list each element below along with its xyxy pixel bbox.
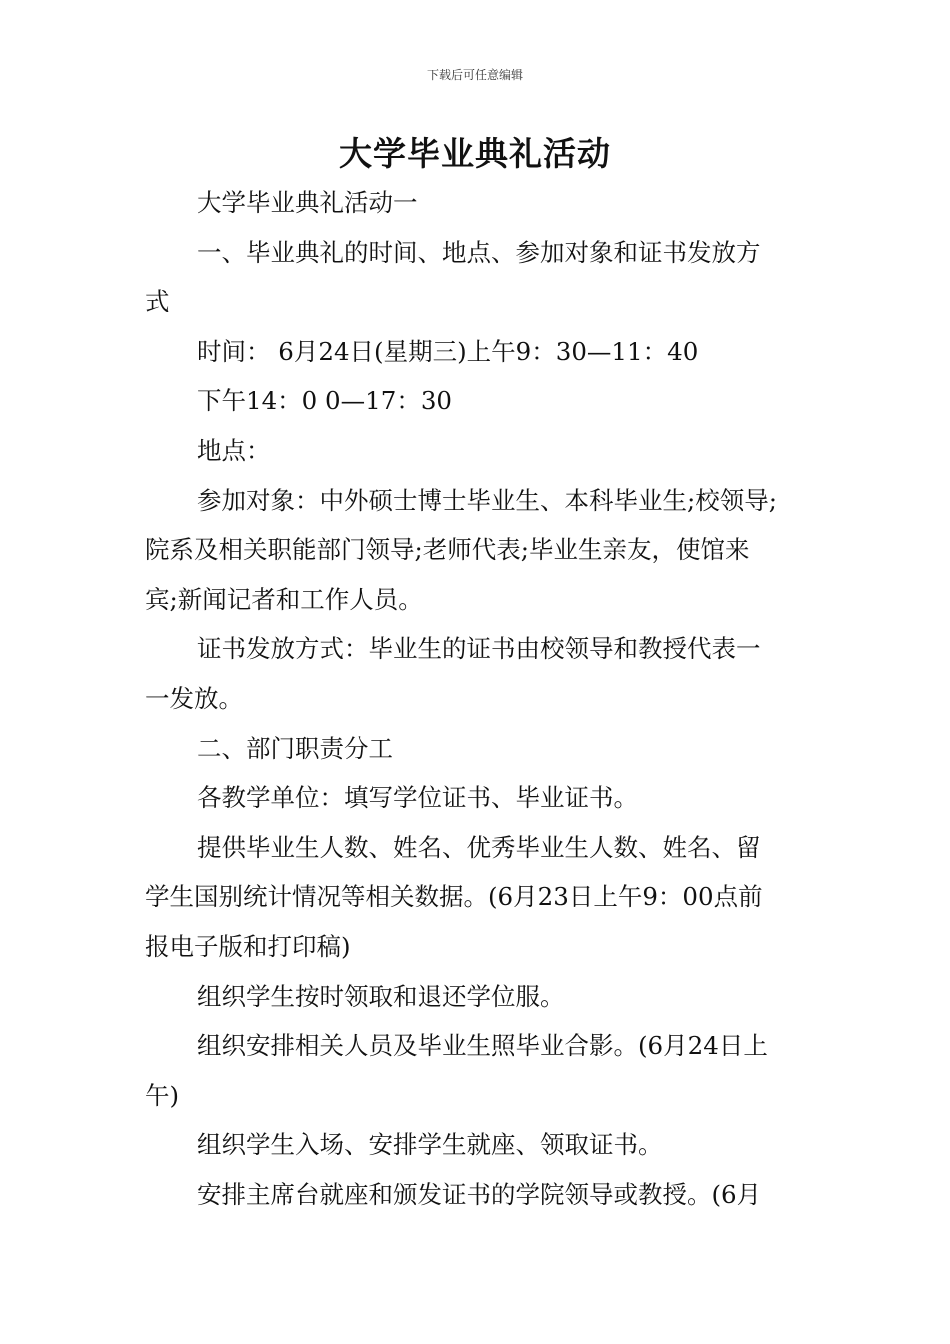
body-line: 一发放。 (145, 683, 243, 713)
body-line: 下午14：0 0—17：30 (197, 386, 452, 416)
body-line: 二、部门职责分工 (197, 733, 393, 763)
body-line: 组织安排相关人员及毕业生照毕业合影。(6月24日上 (197, 1031, 768, 1061)
body-line: 大学毕业典礼活动一 (197, 188, 418, 217)
body-line: 安排主席台就座和颁发证书的学院领导或教授。(6月 (197, 1179, 762, 1209)
body-line: 地点： (197, 435, 271, 465)
body-line: 组织学生入场、安排学生就座、领取证书。 (197, 1130, 663, 1160)
body-line: 宾;新闻记者和工作人员。 (145, 584, 423, 614)
document-title: 大学毕业典礼活动 (339, 134, 611, 173)
body-line: 报电子版和打印稿) (145, 931, 351, 961)
body-line: 式 (145, 287, 170, 317)
body-line: 午) (145, 1080, 180, 1110)
header-note: 下载后可任意编辑 (426, 68, 523, 82)
body-line: 时间： 6月24日(星期三)上午9：30—11：40 (197, 336, 699, 366)
body-line: 参加对象：中外硕士博士毕业生、本科毕业生;校领导; (197, 485, 778, 515)
body-line: 证书发放方式：毕业生的证书由校领导和教授代表一 (197, 634, 761, 664)
body-line: 院系及相关职能部门领导;老师代表;毕业生亲友，使馆来 (145, 535, 750, 565)
body-line: 学生国别统计情况等相关数据。(6月23日上午9：00点前 (145, 882, 763, 912)
body-line: 各教学单位：填写学位证书、毕业证书。 (197, 783, 638, 813)
body-line: 提供毕业生人数、姓名、优秀毕业生人数、姓名、留 (197, 832, 761, 862)
body-line: 组织学生按时领取和退还学位服。 (197, 981, 565, 1011)
document-body (145, 178, 815, 1219)
body-line: 一、毕业典礼的时间、地点、参加对象和证书发放方 (197, 237, 761, 267)
